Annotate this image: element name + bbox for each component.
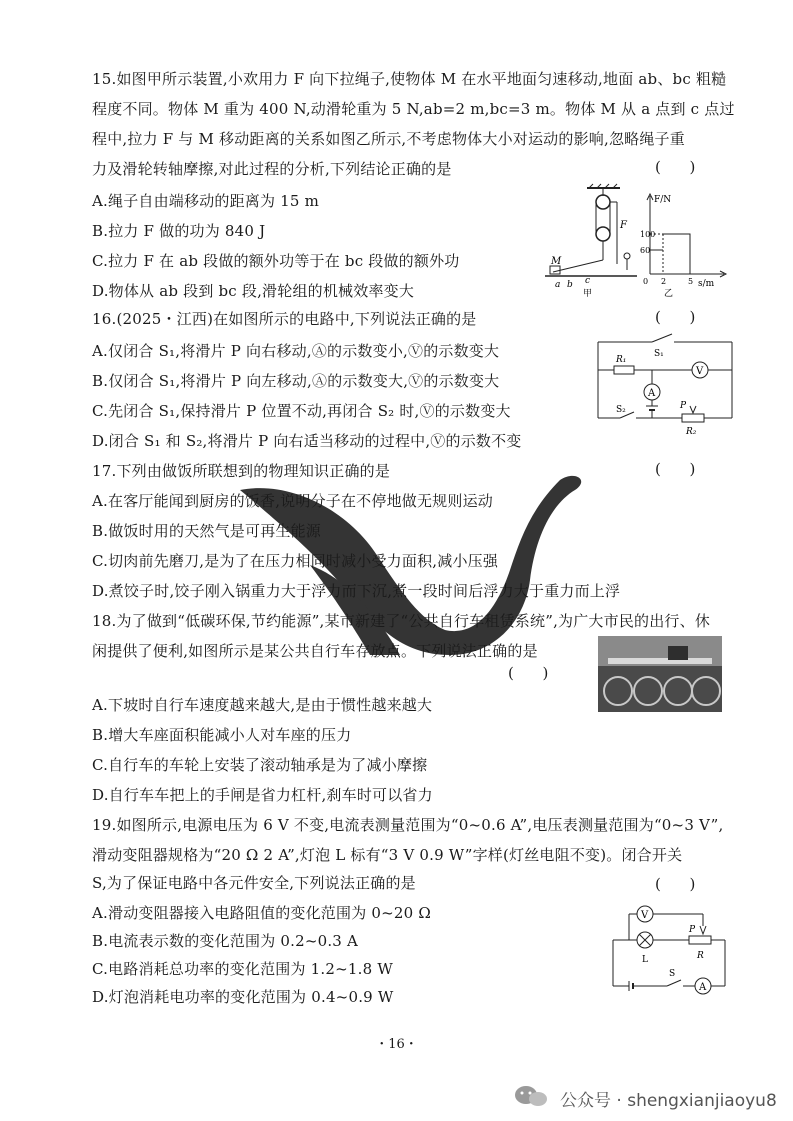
- q19-label-R: R: [697, 951, 704, 961]
- q19-line-3: S,为了保证电路中各元件安全,下列说法正确的是: [92, 874, 416, 892]
- q16-option-b: B.仅闭合 S₁,将滑片 P 向左移动,Ⓐ的示数变大,Ⓥ的示数变大: [92, 372, 500, 390]
- q16-label-S1: S₁: [654, 349, 664, 359]
- q15-caption-jia: 甲: [583, 289, 593, 299]
- q18-option-a: A.下坡时自行车速度越来越大,是由于惯性越来越大: [92, 696, 433, 714]
- q19-circuit-diagram: [605, 902, 735, 1002]
- q15-label-M: M: [551, 256, 562, 267]
- bicycle-station-photo: [598, 636, 722, 712]
- q15-label-F: F: [620, 220, 627, 231]
- q15-label-c: c: [585, 276, 591, 286]
- q17-option-d: D.煮饺子时,饺子刚入锅重力大于浮力而下沉,煮一段时间后浮力大于重力而上浮: [92, 582, 621, 600]
- q16-line-1: 16.(2025・江西)在如图所示的电路中,下列说法正确的是: [92, 310, 477, 328]
- q16-label-R2: R₂: [686, 427, 697, 437]
- q18-option-c: C.自行车的车轮上安装了滚动轴承是为了减小摩擦: [92, 756, 428, 774]
- q15-yi-y100: 100: [640, 230, 656, 239]
- q17-answer-paren: ( ): [655, 460, 696, 478]
- q18-line-1: 18.为了做到“低碳环保,节约能源”,某市新建了“公共自行车租赁系统”,为广大市民的出行、休: [92, 612, 711, 630]
- q15-yi-xlabel: s/m: [698, 279, 715, 289]
- q16-option-d: D.闭合 S₁ 和 S₂,将滑片 P 向右适当移动的过程中,Ⓥ的示数不变: [92, 432, 522, 450]
- q19-line-2: 滑动变阻器规格为“20 Ω 2 A”,灯泡 L 标有“3 V 0.9 W”字样(灯丝电阻不变)。闭合开关: [92, 846, 683, 864]
- q18-line-2: 闲提供了便利,如图所示是某公共自行车存放点。下列说法正确的是: [92, 642, 538, 660]
- wechat-watermark: 公众号 · shengxianjiaoyu8: [560, 1091, 777, 1111]
- q17-option-c: C.切肉前先磨刀,是为了在压力相同时减小受力面积,减小压强: [92, 552, 499, 570]
- q17-option-b: B.做饭时用的天然气是可再生能源: [92, 522, 321, 540]
- q19-option-c: C.电路消耗总功率的变化范围为 1.2~1.8 W: [92, 960, 393, 978]
- q15-answer-paren: ( ): [655, 158, 696, 176]
- q16-option-c: C.先闭合 S₁,保持滑片 P 位置不动,再闭合 S₂ 时,Ⓥ的示数变大: [92, 402, 511, 420]
- q16-label-S2: S₂: [616, 405, 626, 415]
- q15-yi-x0: 0: [643, 277, 649, 286]
- q19-label-L: L: [642, 955, 648, 965]
- q16-circuit-diagram: [592, 330, 742, 440]
- q15-yi-x2: 2: [661, 277, 667, 286]
- q18-answer-paren: ( ): [508, 664, 549, 682]
- page-number: ・16・: [375, 1037, 418, 1052]
- q19-voltmeter-label: V: [641, 910, 649, 921]
- q15-option-c: C.拉力 F 在 ab 段做的额外功等于在 bc 段做的额外功: [92, 252, 460, 270]
- q19-line-1: 19.如图所示,电源电压为 6 V 不变,电流表测量范围为“0~0.6 A”,电压表测量范围为“0~3 V”,: [92, 816, 724, 834]
- q19-label-S: S: [669, 969, 676, 979]
- q15-option-d: D.物体从 ab 段到 bc 段,滑轮组的机械效率变大: [92, 282, 415, 300]
- q15-option-b: B.拉力 F 做的功为 840 J: [92, 222, 266, 240]
- q15-line-4: 力及滑轮转轴摩擦,对此过程的分析,下列结论正确的是: [92, 160, 452, 178]
- q19-option-b: B.电流表示数的变化范围为 0.2~0.3 A: [92, 932, 359, 950]
- q15-yi-x5: 5: [688, 277, 694, 286]
- q15-line-1: 15.如图甲所示装置,小欢用力 F 向下拉绳子,使物体 M 在水平地面匀速移动,地面 ab、bc 粗糙: [92, 70, 727, 88]
- q15-yi-y60: 60: [640, 246, 651, 255]
- q17-option-a: A.在客厅能闻到厨房的饭香,说明分子在不停地做无规则运动: [92, 492, 493, 510]
- q15-figure-jia: [545, 182, 645, 302]
- q16-option-a: A.仅闭合 S₁,将滑片 P 向右移动,Ⓐ的示数变小,Ⓥ的示数变大: [92, 342, 500, 360]
- q18-option-b: B.增大车座面积能减小人对车座的压力: [92, 726, 352, 744]
- q16-ammeter-label: A: [648, 388, 656, 399]
- q16-label-R1: R₁: [616, 355, 627, 365]
- q16-label-P: P: [680, 401, 687, 411]
- q15-yi-ylabel: F/N: [654, 195, 672, 205]
- q19-label-P: P: [689, 925, 696, 935]
- q19-answer-paren: ( ): [655, 875, 696, 893]
- q19-ammeter-label: A: [699, 982, 707, 993]
- q19-option-d: D.灯泡消耗电功率的变化范围为 0.4~0.9 W: [92, 988, 394, 1006]
- q15-line-3: 程中,拉力 F 与 M 移动距离的关系如图乙所示,不考虑物体大小对运动的影响,忽略绳子重: [92, 130, 685, 148]
- q15-caption-yi: 乙: [664, 289, 674, 299]
- q19-option-a: A.滑动变阻器接入电路阻值的变化范围为 0~20 Ω: [92, 904, 431, 922]
- q15-label-b: b: [567, 280, 573, 290]
- wechat-icon: [510, 1084, 554, 1108]
- q16-answer-paren: ( ): [655, 308, 696, 326]
- q15-line-2: 程度不同。物体 M 重为 400 N,动滑轮重为 5 N,ab=2 m,bc=3 m。物体 M 从 a 点到 c 点过: [92, 100, 735, 118]
- q15-option-a: A.绳子自由端移动的距离为 15 m: [92, 192, 320, 210]
- q18-option-d: D.自行车车把上的手闸是省力杠杆,刹车时可以省力: [92, 786, 433, 804]
- q17-line-1: 17.下列由做饭所联想到的物理知识正确的是: [92, 462, 391, 480]
- q15-label-a: a: [555, 280, 561, 290]
- q15-figure-yi: [640, 190, 730, 300]
- q16-voltmeter-label: V: [696, 366, 704, 377]
